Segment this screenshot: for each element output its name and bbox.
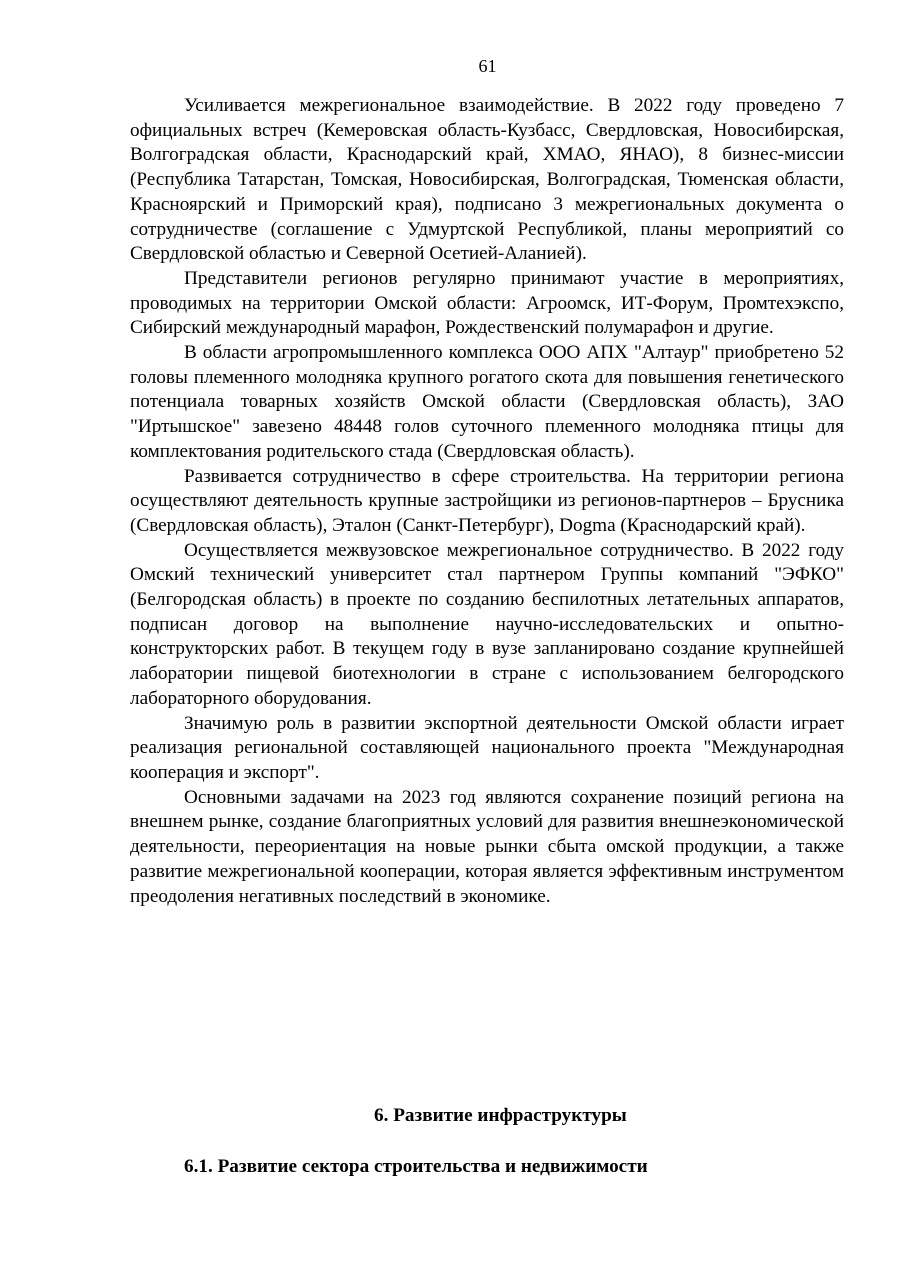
page-number: 61 (478, 56, 497, 76)
paragraph-agroindustrial: В области агропромышленного комплекса ООО АПХ "Алтаур" приобретено 52 головы племенного молодняка крупного рогатого скота для повышения генетического потенциала товарных хозяйств Омской области (Свердловская область), ЗАО "Иртышское" завезено 48448 голов суточного племенного молодняка птицы для комплектования родительского стада (Свердловская область). (130, 342, 844, 462)
paragraph-interregional-interaction: Усиливается межрегиональное взаимодействие. В 2022 году проведено 7 официальных встреч (Кемеровская область-Кузбасс, Свердловская, Новосибирская, Волгоградская области, Краснодарский край, ХМАО, ЯНАО), 8 бизнес-миссии (Республика Татарстан, Томская, Новосибирская, Волгоградская, Тюменская области, Красноярский и Приморский края), подписано 3 межрегиональных документа о сотрудничестве (соглашение с Удмуртской Республикой, планы мероприятий со Свердловской областью и Северной Осетией-Аланией). (130, 95, 844, 265)
section-heading: 6. Развитие инфраструктуры (374, 1105, 627, 1126)
document-body (130, 94, 844, 909)
paragraph-construction-cooperation: Развивается сотрудничество в сфере строительства. На территории региона осуществляют деятельность крупные застройщики из регионов-партнеров – Брусника (Свердловская область), Эталон (Санкт-Петербург), Dogma (Краснодарский край). (130, 465, 844, 536)
paragraph-export-project: Значимую роль в развитии экспортной деятельности Омской области играет реализация региональной составляющей национального проекта "Международная кооперация и экспорт". (130, 712, 844, 783)
paragraph-2023-objectives: Основными задачами на 2023 год являются сохранение позиций региона на внешнем рынке, создание благоприятных условий для развития внешнеэкономической деятельности, переориентация на новые рынки сбыта омской продукции, а также развитие межрегиональной кооперации, которая является эффективным инструментом преодоления негативных последствий в экономике. (130, 786, 844, 907)
paragraph-university-cooperation: Осуществляется межвузовское межрегиональное сотрудничество. В 2022 году Омский технический университет стал партнером Группы компаний "ЭФКО" (Белгородская область) в проекте по созданию беспилотных летательных аппаратов, подписан договор на выполнение научно-исследовательских и опытно-конструкторских работ. В текущем году в вузе запланировано создание крупнейшей лаборатории пищевой биотехнологии в стране с использованием белгородского лабораторного оборудования. (130, 539, 844, 709)
paragraph-regional-events: Представители регионов регулярно принимают участие в мероприятиях, проводимых на территории Омской области: Агроомск, ИТ-Форум, Промтехэкспо, Сибирский международный марафон, Рождественский полумарафон и другие. (130, 267, 844, 339)
subsection-heading: 6.1. Развитие сектора строительства и недвижимости (184, 1156, 648, 1177)
